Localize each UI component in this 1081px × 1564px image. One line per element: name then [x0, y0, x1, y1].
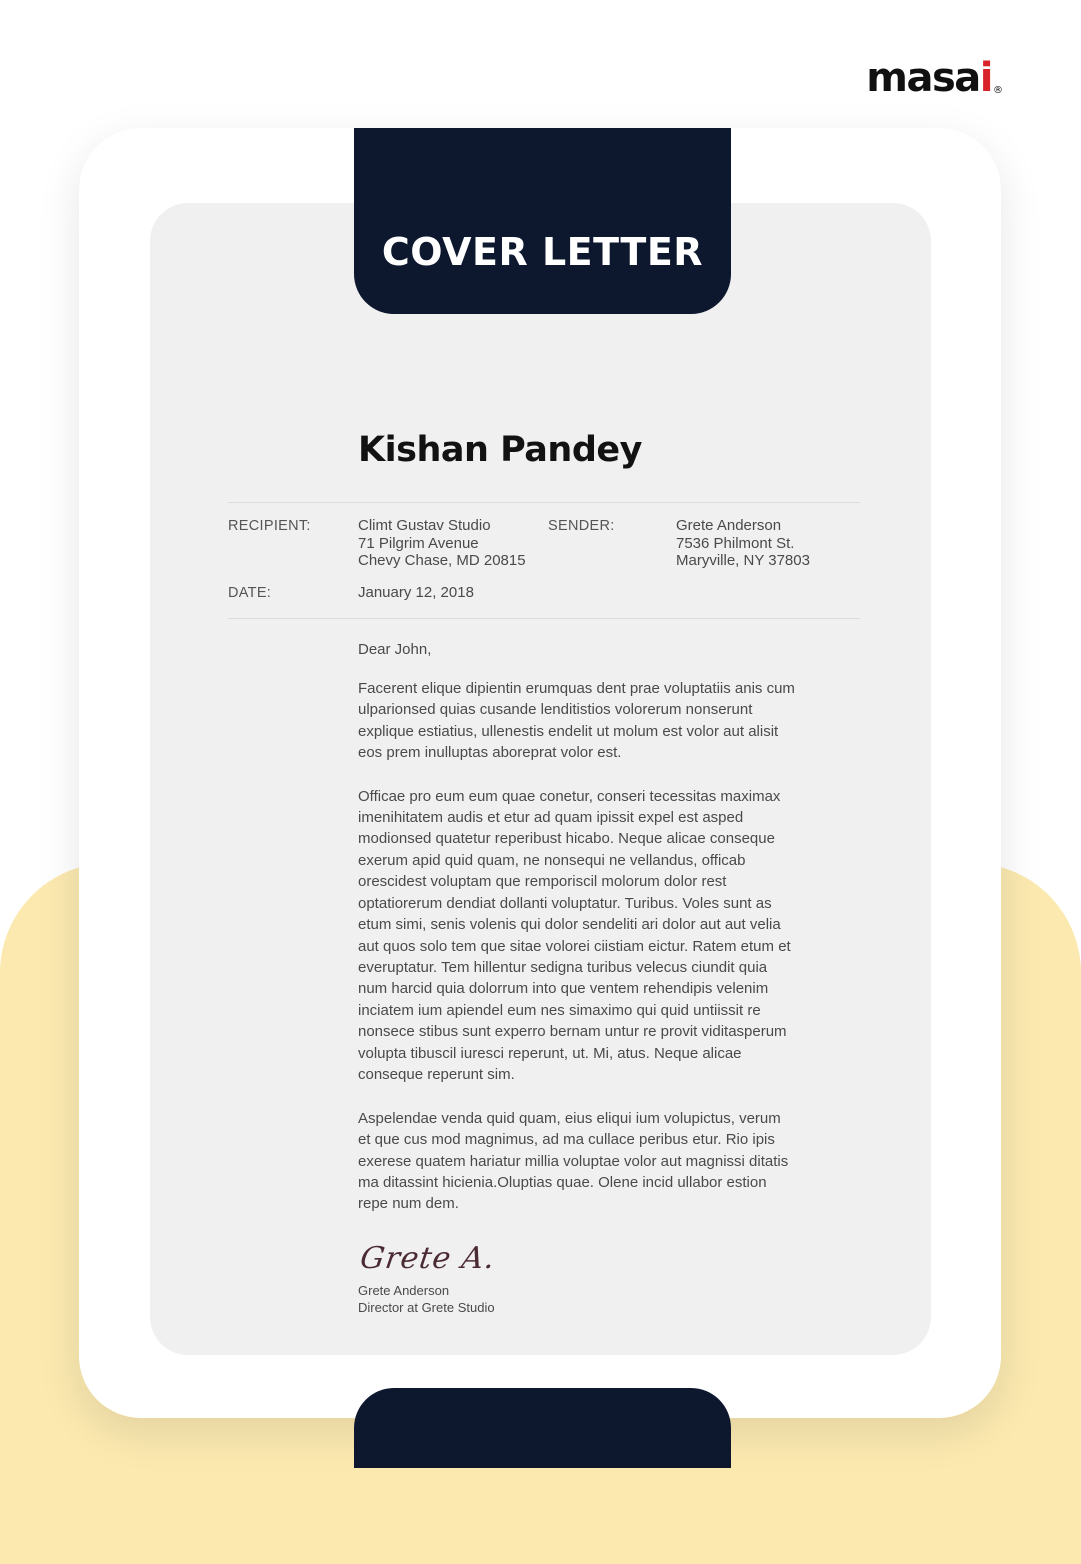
recipient-line-3: Chevy Chase, MD 20815: [358, 552, 526, 570]
letter-paragraph-2: Officae pro eum eum quae conetur, conseri tecessitas maximax imenihitatem audis et etur ad quam ipissit expel est asped modionsed quatetur reperibust hicabo. Neque alicae conseque exerum apid quid quam, ne nonsequi ne vellandus, officab orescidest voluptam que remporiscil molorum dolor rest optatiorerum dendiat dollanti voluptatur. Turibus. Voles sunt as etum simi, senis volenis qui dolor sendeliti ari dolor aut aut velia aut quos solo tem que sitae volorei ciistiam eictur. Ratem etum et everuptatur. Tem hillentur sedigna turibus velecus ciundit quia num harcid quia dolorrum into que ventem rehendipis velenim inciatem ium apiendel eum nes simaximo qui quid untiissit re nonsece stibus sunt experro bernam untur re provit viditasperum volupta tibuscil iuresci reperunt, ut. Mi, atus. Neque alicae conseque reperunt sim.: [358, 787, 791, 1084]
masai-logo: [866, 55, 1003, 101]
letter-body: [228, 619, 860, 1317]
letter-greeting: Dear John,: [358, 640, 432, 658]
sender-line-1: Grete Anderson: [676, 517, 782, 534]
meta-row-addresses: [228, 517, 860, 570]
sender-address: [676, 517, 810, 570]
logo-wordmark: masa: [866, 55, 980, 101]
letter-content: [228, 430, 860, 1317]
sender-line-3: Maryville, NY 37803: [676, 552, 810, 570]
letter-paragraph-1: Facerent elique dipientin erumquas dent prae voluptatiis anis cum ulparionsed quias cusande lenditistios volorerum nonserunt explique estiatius, ullenestis endelit ut molum est volor aut alisit eos prem inulluptas aboreprat volor est.: [358, 679, 795, 762]
recipient-line-2: 71 Pilgrim Avenue: [358, 534, 479, 552]
recipient-address: [358, 517, 548, 570]
date-label: DATE:: [228, 585, 272, 602]
recipient-line-1: Climt Gustav Studio: [358, 517, 491, 534]
banner-title: COVER LETTER: [381, 230, 704, 274]
logo-accent-letter-icon: [979, 55, 992, 101]
cover-letter-banner: [354, 128, 731, 314]
date-value: January 12, 2018: [358, 584, 474, 602]
signature-title: Director at Grete Studio: [358, 1300, 495, 1316]
signature-name: Grete Anderson: [358, 1282, 450, 1298]
registered-trademark-icon: ®: [993, 85, 1003, 96]
meta-row-date: [228, 584, 860, 602]
applicant-name: Kishan Pandey: [358, 430, 642, 470]
sender-label: SENDER:: [548, 518, 615, 534]
signature-script: Grete A.: [358, 1240, 498, 1276]
signature-block: [358, 1241, 860, 1317]
logo-accent-glyph: i: [979, 55, 992, 101]
sender-line-2: 7536 Philmont St.: [676, 534, 795, 552]
bottom-accent-tab: [354, 1388, 731, 1468]
letter-paragraph-3: Aspelendae venda quid quam, eius eliqui ium volupictus, verum et que cus mod magnimus, ad ma cullace peribus etur. Rio ipis exerese quatem hariatur millia voluptae volor aut magnissi ditatis ma ditassint hicienia.Oluptias quae. Olene incid ullabor estion repe num dem.: [358, 1109, 789, 1213]
recipient-label: RECIPIENT:: [228, 518, 311, 534]
letter-meta-block: [228, 503, 860, 618]
